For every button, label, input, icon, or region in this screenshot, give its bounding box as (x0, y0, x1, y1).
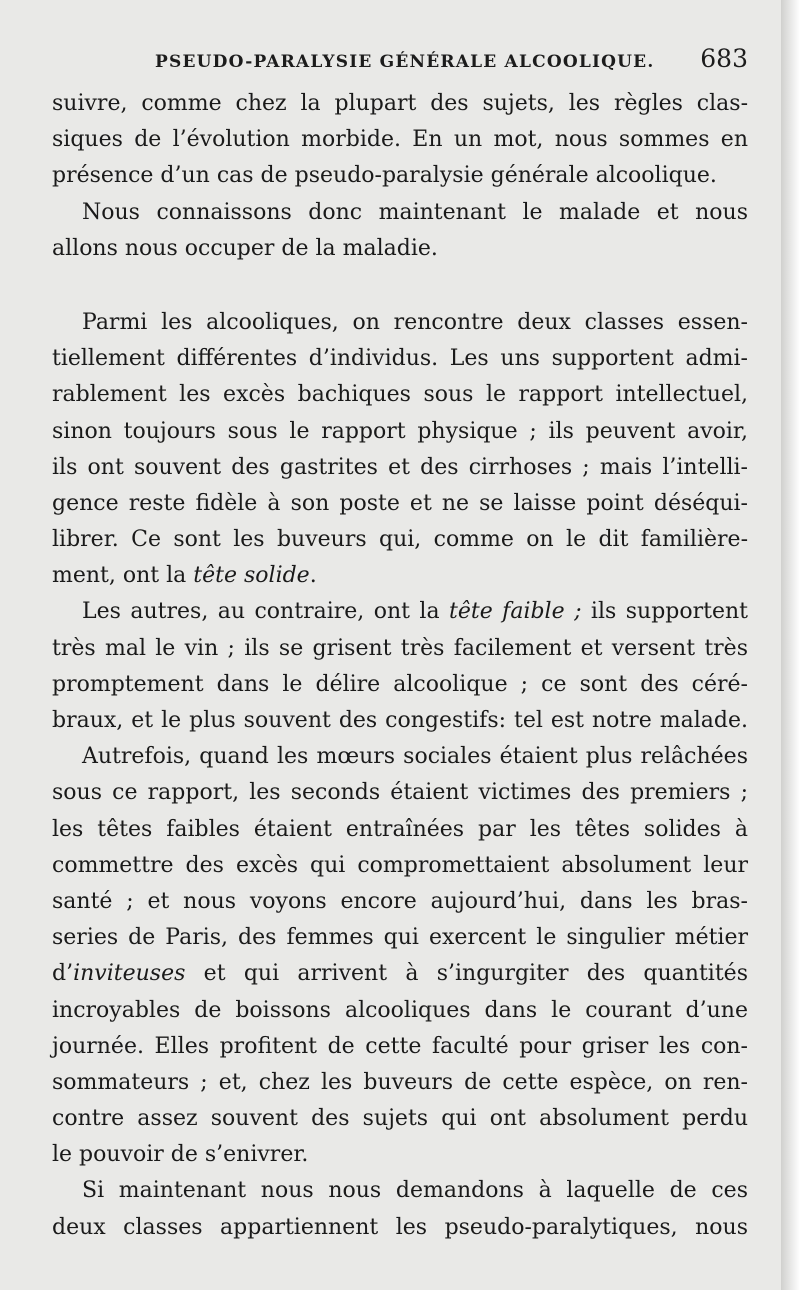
text-line: Nous connaissons donc maintenant le malade et nous (82, 199, 748, 225)
text-line: très mal le vin ; ils se grisent très facilement et versent très (52, 635, 748, 661)
italic-phrase: tête faible ; (449, 599, 582, 625)
page-edge (781, 0, 800, 1305)
italic-phrase: inviteuses (73, 961, 186, 987)
section-gap (52, 267, 748, 305)
text-line: series de Paris, des femmes qui exercent le singulier métier (52, 925, 748, 951)
text-line: sous ce rapport, les seconds étaient victimes des premiers ; (52, 780, 748, 806)
paragraph (52, 86, 748, 195)
text-line: siques de l’évolution morbide. En un mot, nous sommes en (52, 127, 748, 153)
line-text: ment, ont la (52, 563, 194, 589)
text-line: allons nous occuper de la maladie. (52, 235, 438, 261)
paragraph (52, 305, 748, 595)
text-line: contre assez souvent des sujets qui ont absolument perdu (52, 1106, 748, 1132)
text-line: librer. Ce sont les buveurs qui, comme on le dit familière- (52, 527, 748, 553)
running-title: PSEUDO-PARALYSIE GÉNÉRALE ALCOOLIQUE. (155, 52, 655, 72)
text-line: les têtes faibles étaient entraînées par les têtes solides à (52, 816, 748, 842)
line-text: ils supportent (581, 599, 748, 625)
page-bottom-margin (0, 1290, 800, 1305)
text-line: promptement dans le délire alcoolique ; ce sont des céré- (52, 671, 748, 697)
page-header (52, 44, 752, 84)
text-line: sommateurs ; et, chez les buveurs de cette espèce, on ren- (52, 1069, 748, 1095)
text-line: santé ; et nous voyons encore aujourd’hui, dans les bras- (52, 888, 748, 914)
text-line: incroyables de boissons alcooliques dans le courant d’une (52, 997, 748, 1023)
text-line: suivre, comme chez la plupart des sujets, les règles clas- (52, 91, 748, 116)
page-number: 683 (700, 44, 748, 73)
text-line: Autrefois, quand les mœurs sociales étaient plus relâchées (82, 744, 748, 770)
text-line: deux classes appartiennent les pseudo-paralytiques, nous (52, 1214, 748, 1240)
paragraph (52, 739, 748, 1173)
text-line: Si maintenant nous nous demandons à laquelle de ces (82, 1178, 748, 1204)
line-text: . (309, 563, 317, 589)
text-line: Parmi les alcooliques, on rencontre deux classes essen- (82, 309, 748, 335)
text-line: journée. Elles profitent de cette faculté pour griser les con- (52, 1033, 748, 1059)
text-line: gence reste fidèle à son poste et ne se laisse point déséqui- (52, 490, 748, 516)
line-text: Les autres, au contraire, ont la (82, 599, 450, 625)
text-line: ils ont souvent des gastrites et des cirrhoses ; mais l’intelli- (52, 454, 748, 480)
italic-phrase: tête solide (193, 563, 310, 589)
paragraph (52, 195, 748, 267)
paragraph (52, 594, 748, 739)
line-text: et qui arrivent à s’ingurgiter des quantités (185, 961, 748, 987)
text-line: le pouvoir de s’enivrer. (52, 1142, 309, 1168)
text-line: rablement les excès bachiques sous le rapport intellectuel, (52, 382, 748, 408)
text-line: tiellement différentes d’individus. Les uns supportent admi- (52, 346, 748, 372)
text-line: présence d’un cas de pseudo-paralysie générale alcoolique. (52, 163, 717, 189)
body-text (52, 86, 748, 1246)
text-line-with-italic (52, 956, 748, 992)
line-text: d’ (52, 961, 74, 987)
text-line-with-italic (52, 558, 748, 594)
text-line: commettre des excès qui compromettaient absolument leur (52, 852, 748, 878)
text-line-with-italic (52, 594, 748, 630)
text-line: sinon toujours sous le rapport physique ; ils peuvent avoir, (52, 418, 748, 444)
text-line: braux, et le plus souvent des congestifs: tel est notre malade. (52, 708, 748, 733)
paragraph (52, 1173, 748, 1245)
